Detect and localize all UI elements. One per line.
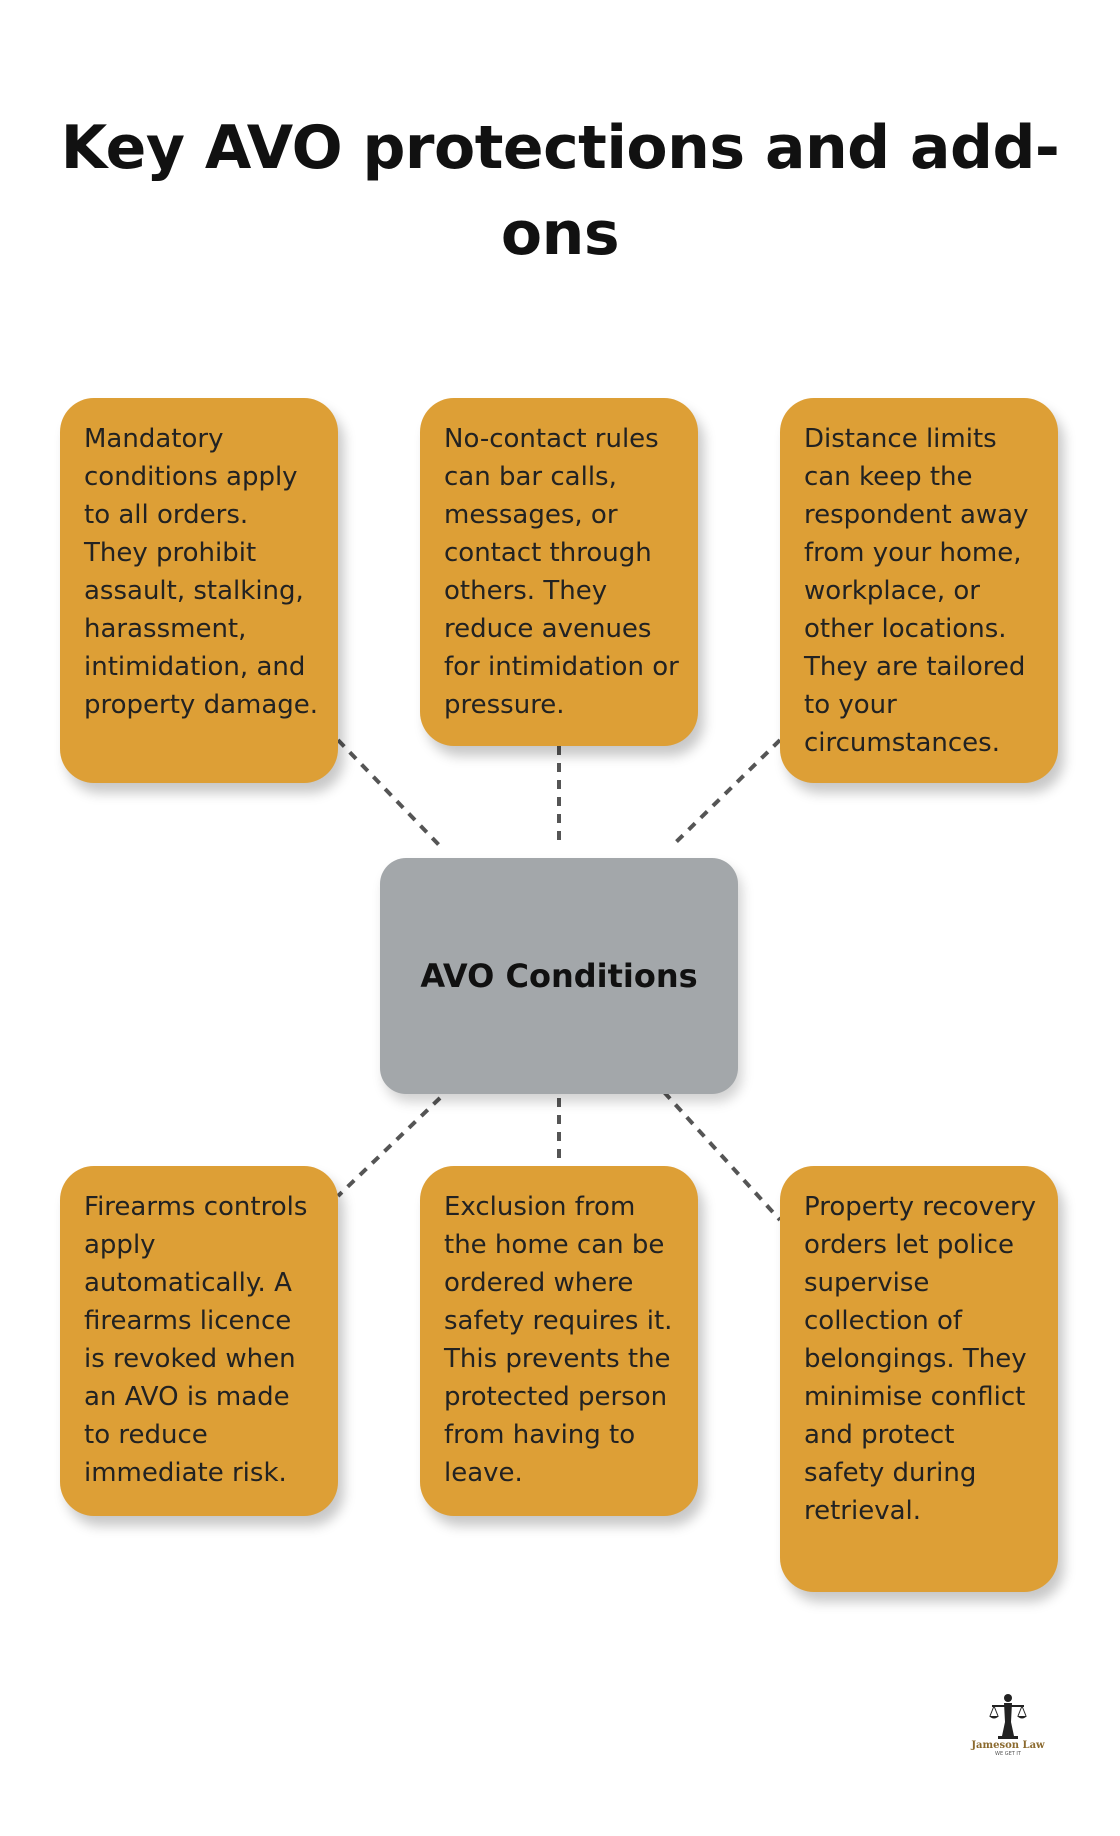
logo-tagline: WE GET IT	[995, 1751, 1021, 1757]
scales-of-justice-icon	[986, 1692, 1030, 1740]
page-title: Key AVO protections and add-ons	[60, 113, 1060, 269]
connector-top-right	[672, 740, 780, 846]
connector-top-left	[338, 740, 440, 846]
card-mandatory-conditions: Mandatory conditions apply to all orders. They prohibit assault, stalking, harassment, intimidation, and property damage.	[60, 398, 338, 783]
center-node	[380, 858, 738, 1094]
card-exclusion-from-home: Exclusion from the home can be ordered where safety requires it. This prevents the protected person from having to leave.	[420, 1166, 698, 1516]
logo-name: Jameson Law	[971, 1740, 1045, 1751]
card-no-contact-rules: No-contact rules can bar calls, messages, or contact through others. They reduce avenues for intimidation or pressure.	[420, 398, 698, 746]
center-label: AVO Conditions	[420, 957, 698, 995]
company-logo	[966, 1692, 1050, 1772]
card-firearms-controls: Firearms controls apply automatically. A firearms licence is revoked when an AVO is made to reduce immediate risk.	[60, 1166, 338, 1516]
card-property-recovery: Property recovery orders let police supervise collection of belongings. They minimise conflict and protect safety during retrieval.	[780, 1166, 1058, 1592]
card-distance-limits: Distance limits can keep the respondent away from your home, workplace, or other locations. They are tailored to your circumstances.	[780, 398, 1058, 783]
